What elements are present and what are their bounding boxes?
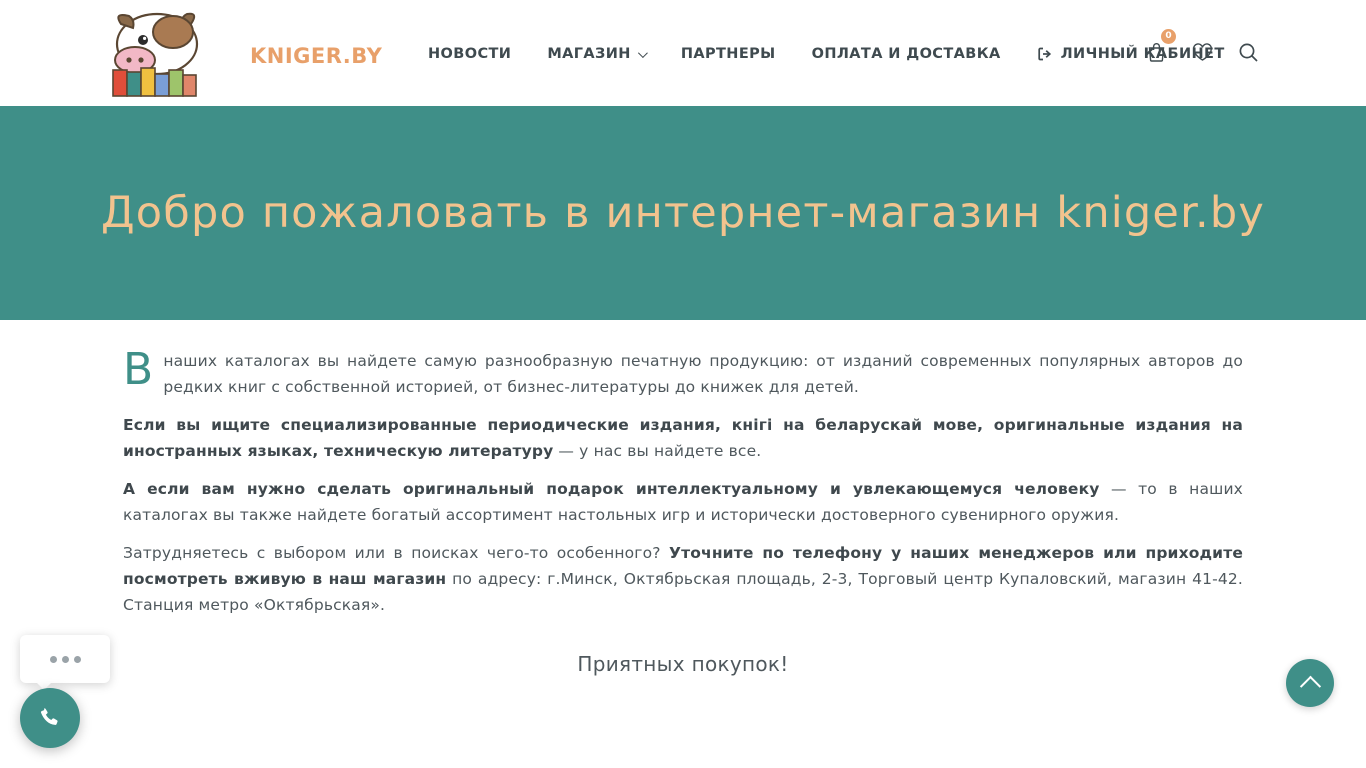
hero-banner [0,106,1366,320]
specialized-editions-paragraph [123,412,1243,464]
closing-message: Приятных покупок! [577,652,789,676]
nav-payment-delivery[interactable] [812,46,1019,62]
search-button[interactable] [1235,38,1261,66]
wishlist-button[interactable] [1189,38,1215,66]
brand-name[interactable]: KNIGER.BY [250,44,383,68]
nav-payment-delivery-label: ОПЛАТА И ДОСТАВКА [811,46,1001,62]
search-icon [1238,42,1259,63]
phone-icon [37,705,63,731]
chat-widget-bubble[interactable] [20,635,110,683]
gift-paragraph-rest: — то в наших каталогах вы также найдете богатый ассортимент настольных игр и исторически достоверного сувенирного оружия. [123,480,1243,524]
site-logo[interactable] [95,8,227,98]
intro-paragraph-text: наших каталогах вы найдете самую разнообразную печатную продукцию: от изданий современных популярных авторов до редких книг с собственной историей, от бизнес-литературы до книжек для детей. [163,352,1243,396]
specialized-editions-bold: Если вы ищите специализированные периодические издания, кнігі на беларускай мове, оригинальные издания на иностранных языках, техническую литературу [123,416,1243,460]
login-arrow-icon [1037,46,1053,62]
contact-paragraph-pre: Затрудняетесь с выбором или в поисках чего-то особенного? [123,544,669,562]
chevron-down-icon [638,48,648,58]
nav-partners-label: ПАРТНЕРЫ [680,46,776,62]
main-navigation [428,46,1225,62]
page-content [123,320,1243,676]
header-icon-group [1143,31,1261,66]
heart-icon [1192,43,1213,62]
nav-news[interactable] [428,46,529,62]
contact-paragraph-post: по адресу: г.Минск, Октябрьская площадь, 2-3, Торговый центр Купаловский, магазин 41-42. Станция метро «Октябрьская». [123,570,1243,614]
chevron-up-icon [1299,675,1320,696]
typing-dots-icon [50,656,57,663]
drop-cap: В [123,344,154,395]
specialized-editions-rest: — у нас вы найдете все. [553,442,762,460]
gift-paragraph-bold: А если вам нужно сделать оригинальный подарок интеллектуальному и увлекающемуся человеку [123,480,1100,498]
nav-news-label: НОВОСТИ [428,46,512,62]
intro-paragraph [123,344,1243,400]
account-label: ЛИЧНЫЙ КАБИНЕТ [1060,46,1225,62]
contact-paragraph [123,540,1243,618]
contact-paragraph-bold: Уточните по телефону у наших менеджеров или приходите посмотреть вживую в наш магазин [123,544,1243,588]
shopping-bag-icon [1147,42,1166,62]
scroll-to-top-button[interactable] [1286,659,1334,707]
cow-reading-books-logo [95,8,227,98]
nav-shop[interactable] [547,46,663,62]
typing-dot-3 [74,656,81,663]
typing-dot-2 [62,656,69,663]
gift-paragraph [123,476,1243,528]
page-title: Добро пожаловать в интернет-магазин kniger.by [100,188,1266,238]
cart-button[interactable] [1143,31,1172,66]
nav-partners[interactable] [681,46,794,62]
cart-count-badge: 0 [1161,29,1176,44]
phone-call-button[interactable] [20,688,80,748]
nav-shop-label: МАГАЗИН [547,46,631,62]
site-header [0,0,1366,106]
